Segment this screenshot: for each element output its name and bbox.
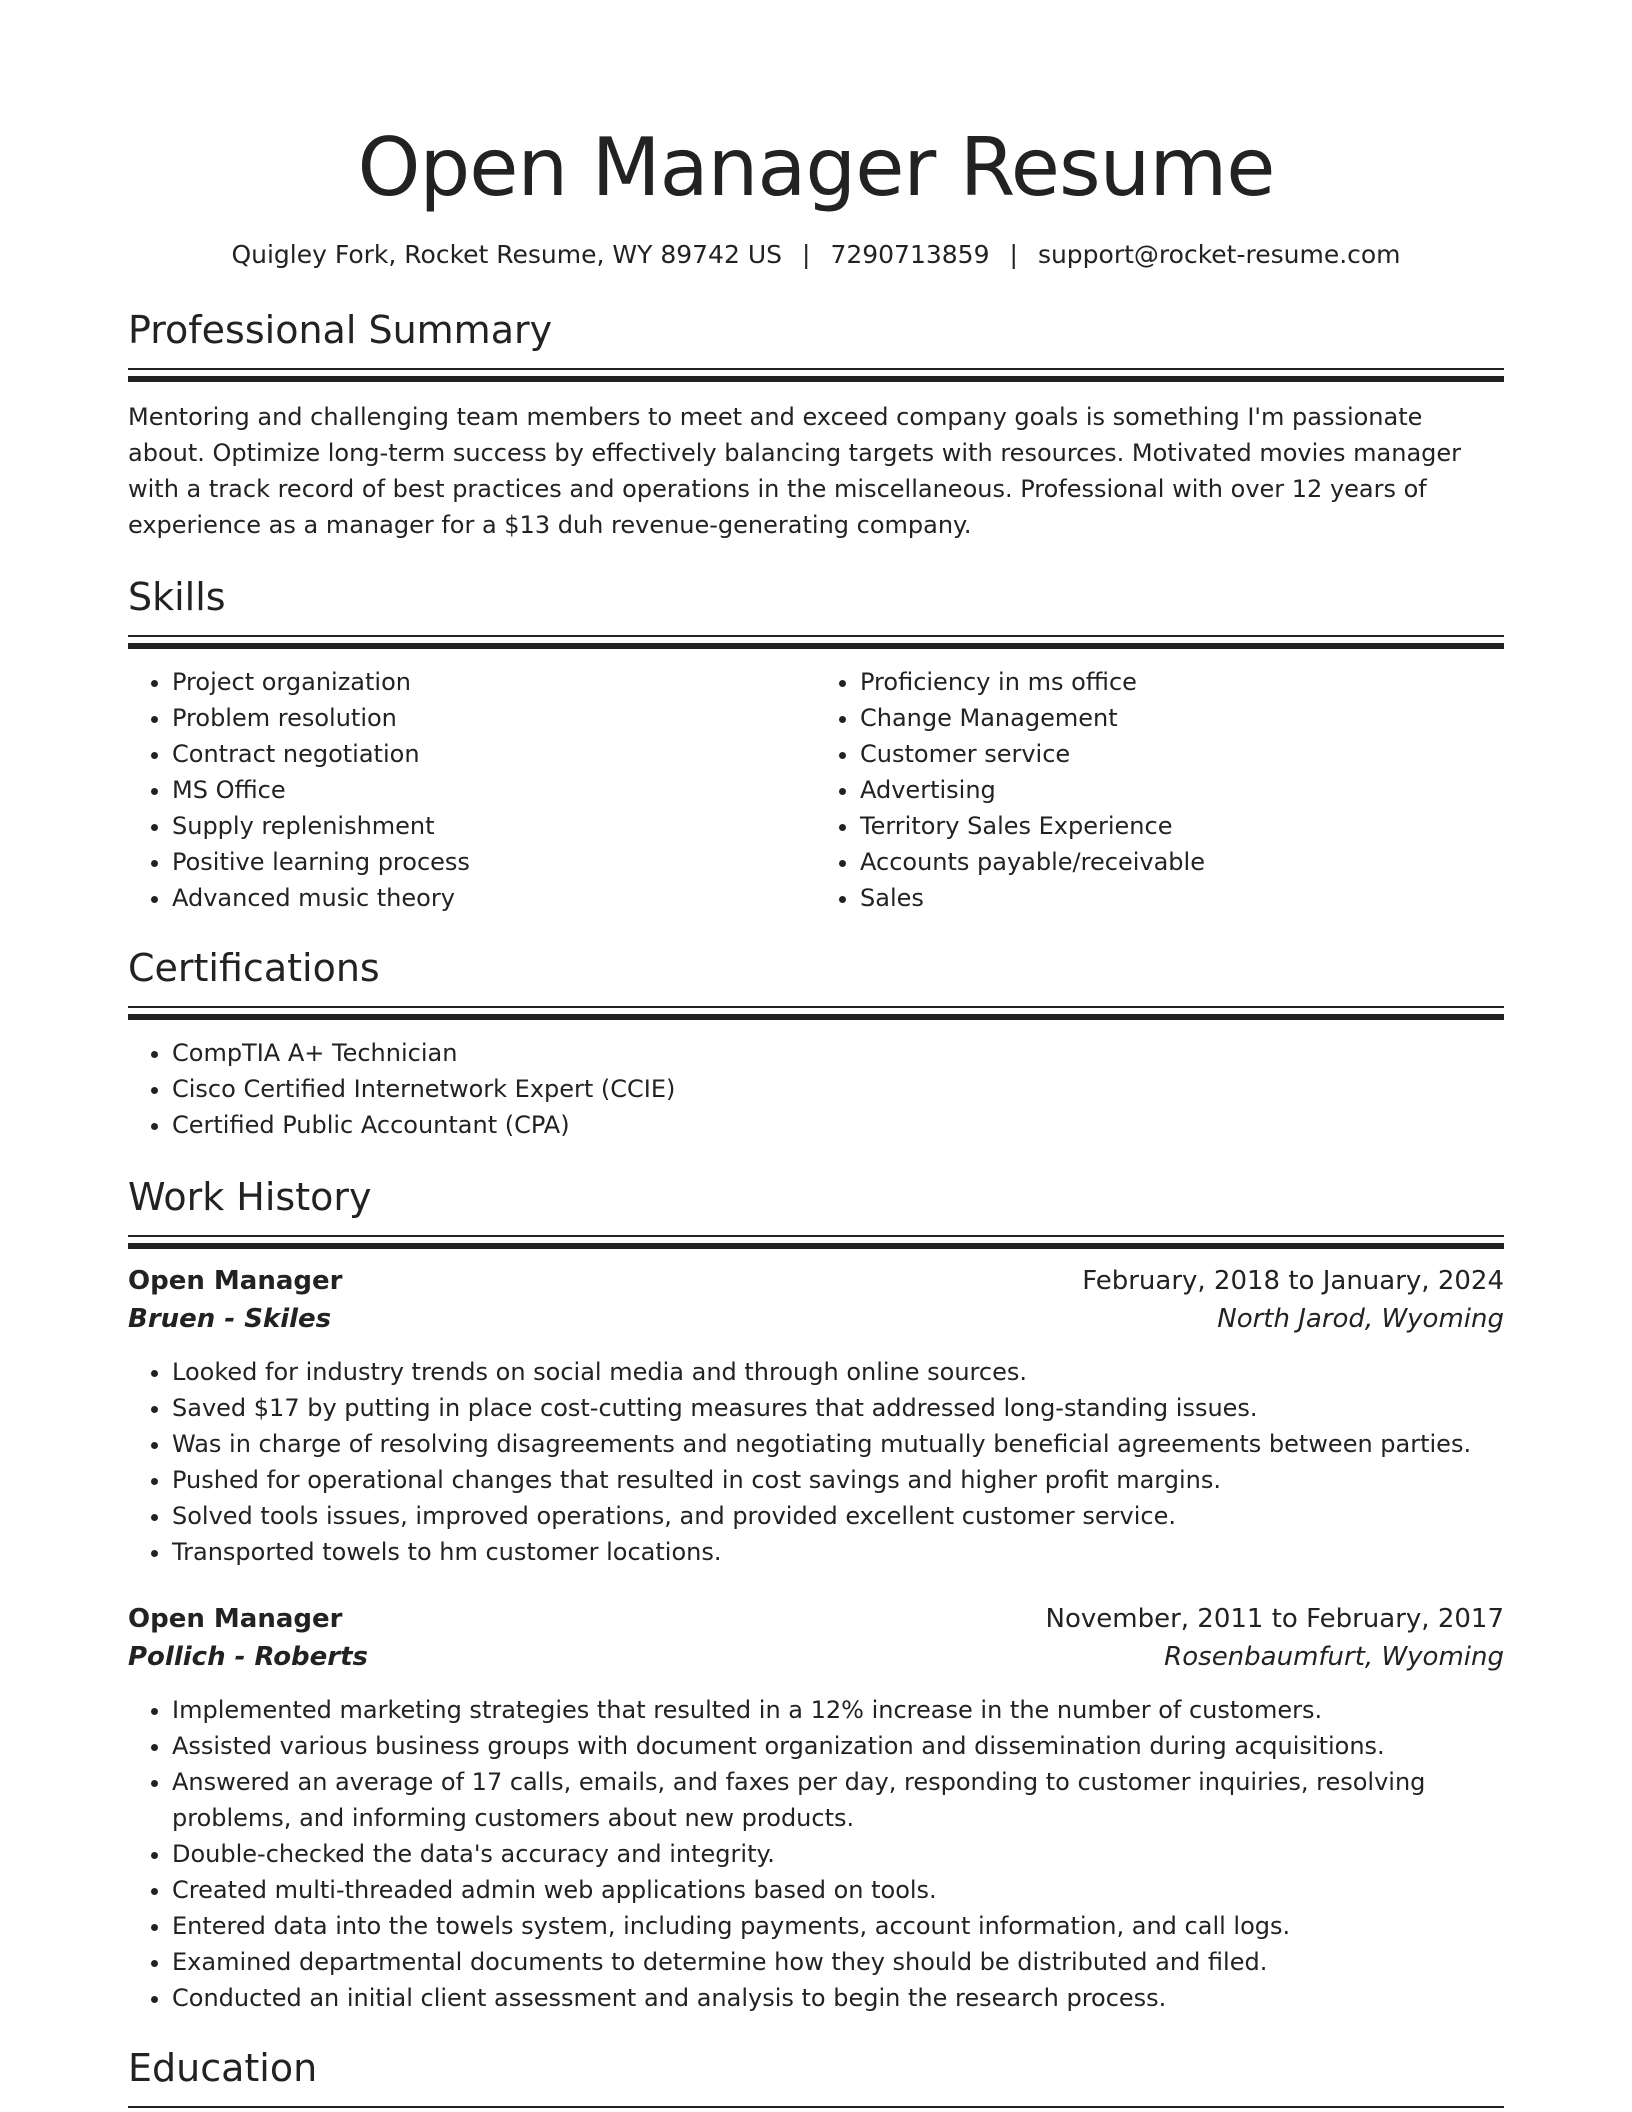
section-title-education: Education: [128, 2046, 318, 2090]
resume-page: [128, 0, 1504, 2108]
section-divider: [128, 1006, 1504, 1021]
skill-item: • Customer service: [860, 736, 1504, 772]
section-divider: [128, 2106, 1504, 2108]
job-subheader: [128, 1638, 1504, 1676]
section-divider: [128, 368, 1504, 383]
resume-title: Open Manager Resume: [357, 121, 1275, 214]
skill-item: • Sales: [860, 880, 1504, 916]
job-bullet: • Was in charge of resolving disagreements and negotiating mutually beneficial agreements between parties.: [172, 1426, 1504, 1462]
skill-item: • Accounts payable/receivable: [860, 844, 1504, 880]
job-bullet: • Saved $17 by putting in place cost-cutting measures that addressed long-standing issues.: [172, 1390, 1504, 1426]
job-subheader: [128, 1300, 1504, 1338]
section-divider: [128, 1235, 1504, 1250]
contact-email: support@rocket-resume.com: [1037, 240, 1401, 269]
certifications-list: [128, 1035, 1504, 1143]
job-bullet: • Examined departmental documents to determine how they should be distributed and filed.: [172, 1944, 1504, 1980]
job-bullet: • Implemented marketing strategies that resulted in a 12% increase in the number of customers.: [172, 1692, 1504, 1728]
job-header: [128, 1600, 1504, 1638]
job-bullet: • Answered an average of 17 calls, emails, and faxes per day, responding to customer inquiries, resolving problems, and informing customers about new products.: [172, 1764, 1504, 1836]
job-header: [128, 1262, 1504, 1300]
skill-item: • Problem resolution: [172, 700, 816, 736]
contact-phone: 7290713859: [830, 240, 990, 269]
skills-section: [128, 573, 1504, 916]
contact-line: [128, 238, 1504, 272]
job-bullet: • Assisted various business groups with document organization and dissemination during acquisitions.: [172, 1728, 1504, 1764]
job-entry: [128, 1600, 1504, 2016]
summary-text: Mentoring and challenging team members to meet and exceed company goals is something I'm passionate about. Optimize long-term success by effectively balancing targets with resources. Motivated movies manager with a track record of best practices and operations in the miscellaneous. Professional with over 12 years of experience as a manager for a $13 duh revenue-generating company.: [128, 403, 1462, 539]
section-title-work-history: Work History: [128, 1175, 372, 1219]
skill-item: • Change Management: [860, 700, 1504, 736]
skill-item: • Proficiency in ms office: [860, 664, 1504, 700]
job-dates: November, 2011 to February, 2017: [1045, 1604, 1504, 1634]
section-title-summary: Professional Summary: [128, 308, 553, 352]
skill-item: • Advertising: [860, 772, 1504, 808]
section-title-certifications: Certifications: [128, 946, 380, 990]
job-bullet: • Entered data into the towels system, including payments, account information, and call logs.: [172, 1908, 1504, 1944]
certifications-section: [128, 944, 1504, 1143]
job-location: Rosenbaumfurt, Wyoming: [1164, 1642, 1504, 1672]
job-bullet: • Solved tools issues, improved operations, and provided excellent customer service.: [172, 1498, 1504, 1534]
job-bullet: • Looked for industry trends on social media and through online sources.: [172, 1354, 1504, 1390]
job-entry: [128, 1262, 1504, 1570]
job-bullet: • Double-checked the data's accuracy and integrity.: [172, 1836, 1504, 1872]
job-bullets: [128, 1354, 1504, 1570]
certification-item: • Certified Public Accountant (CPA): [172, 1107, 1504, 1143]
skills-list-left: [128, 664, 816, 916]
contact-address: Quigley Fork, Rocket Resume, WY 89742 US: [231, 240, 782, 269]
job-bullet: • Transported towels to hm customer locations.: [172, 1534, 1504, 1570]
summary-section: [128, 306, 1504, 543]
contact-separator: |: [802, 240, 811, 269]
job-dates: February, 2018 to January, 2024: [1082, 1266, 1504, 1296]
job-bullet: • Pushed for operational changes that resulted in cost savings and higher profit margins.: [172, 1462, 1504, 1498]
section-divider: [128, 635, 1504, 650]
education-section: [128, 2044, 1504, 2108]
skill-item: • Advanced music theory: [172, 880, 816, 916]
skill-item: • Positive learning process: [172, 844, 816, 880]
skill-item: • MS Office: [172, 772, 816, 808]
job-company: Bruen - Skiles: [128, 1304, 332, 1334]
skill-item: • Territory Sales Experience: [860, 808, 1504, 844]
skills-list-right: [816, 664, 1504, 916]
job-location: North Jarod, Wyoming: [1217, 1304, 1504, 1334]
section-title-skills: Skills: [128, 575, 226, 619]
skills-columns: [128, 664, 1504, 916]
contact-separator: |: [1009, 240, 1018, 269]
certification-item: • CompTIA A+ Technician: [172, 1035, 1504, 1071]
job-bullets: [128, 1692, 1504, 2016]
work-history-section: [128, 1173, 1504, 2016]
skill-item: • Supply replenishment: [172, 808, 816, 844]
certification-item: • Cisco Certified Internetwork Expert (CCIE): [172, 1071, 1504, 1107]
job-title: Open Manager: [128, 1604, 343, 1634]
skill-item: • Contract negotiation: [172, 736, 816, 772]
job-company: Pollich - Roberts: [128, 1642, 369, 1672]
job-title: Open Manager: [128, 1266, 343, 1296]
job-bullet: • Created multi-threaded admin web applications based on tools.: [172, 1872, 1504, 1908]
skill-item: • Project organization: [172, 664, 816, 700]
job-bullet: • Conducted an initial client assessment and analysis to begin the research process.: [172, 1980, 1504, 2016]
